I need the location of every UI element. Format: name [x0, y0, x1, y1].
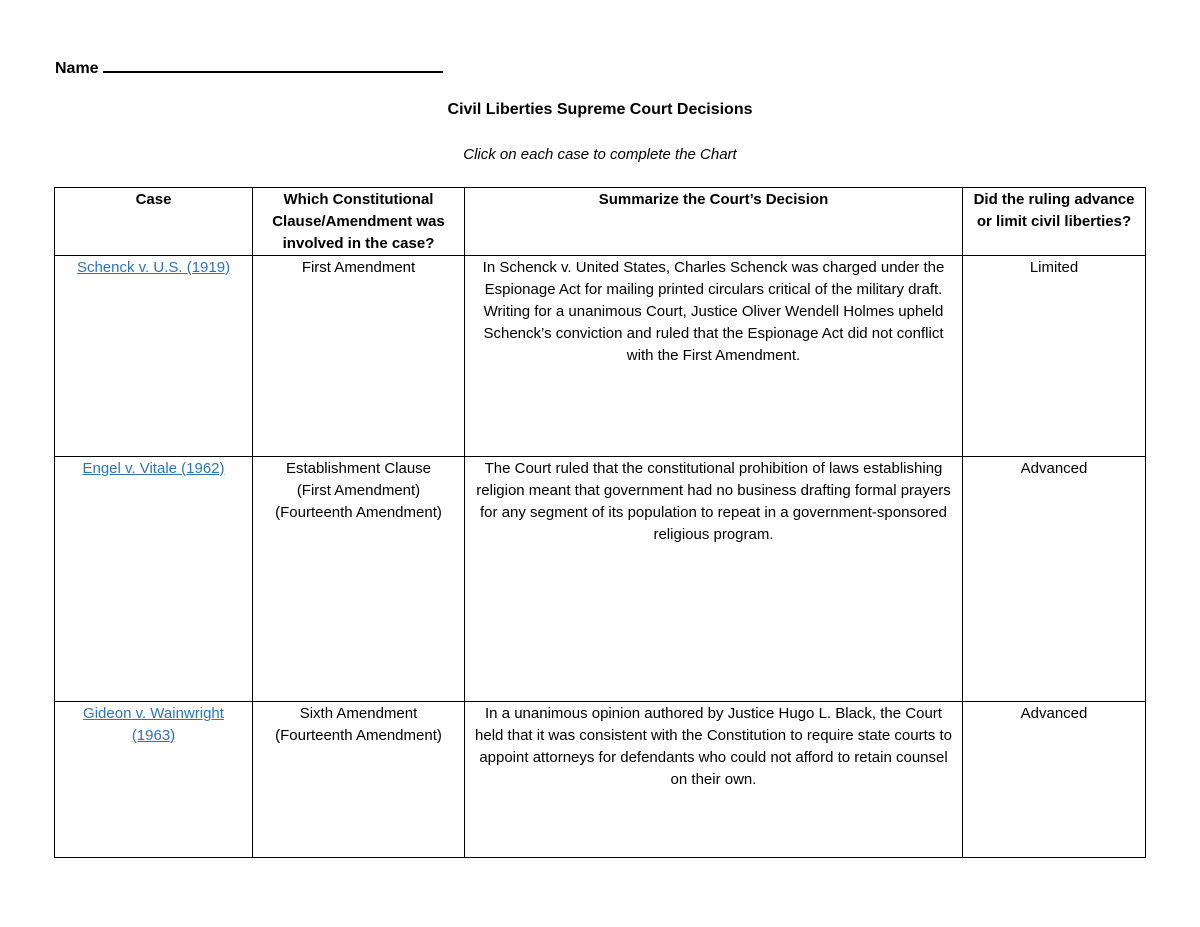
table-row	[55, 702, 1146, 858]
clause-line: (Fourteenth Amendment)	[275, 727, 442, 744]
clause-cell	[253, 457, 465, 702]
case-link-schenck[interactable]: Schenck v. U.S. (1919)	[76, 259, 231, 276]
clause-cell	[253, 702, 465, 858]
name-blank-line[interactable]	[103, 57, 443, 73]
table-row	[55, 256, 1146, 457]
case-cell	[55, 702, 253, 858]
case-cell	[55, 256, 253, 457]
clause-line: Establishment Clause	[285, 460, 432, 477]
clause-line: (Fourteenth Amendment)	[275, 504, 442, 521]
clause-line: Sixth Amendment	[299, 705, 418, 722]
header-summary: Summarize the Court’s Decision	[465, 188, 963, 256]
header-case: Case	[55, 188, 253, 256]
case-link-gideon[interactable]: Gideon v. Wainwright (1963)	[83, 705, 224, 744]
document-subtitle: Click on each case to complete the Chart	[463, 146, 737, 163]
table-header-row	[55, 188, 1146, 256]
summary-cell: In Schenck v. United States, Charles Schenck was charged under the Espionage Act for mailing printed circulars critical of the military draft. Writing for a unanimous Court, Justice Oliver Wendell Holmes upheld Schenck’s conviction and ruled that the Espionage Act did not conflict with the First Amendment.	[465, 256, 963, 457]
ruling-cell: Limited	[963, 256, 1146, 457]
clause-line: (First Amendment)	[296, 482, 421, 499]
ruling-cell: Advanced	[963, 457, 1146, 702]
document-title: Civil Liberties Supreme Court Decisions	[447, 101, 753, 118]
table-row	[55, 457, 1146, 702]
name-label: Name	[55, 60, 99, 77]
case-link-engel[interactable]: Engel v. Vitale (1962)	[82, 460, 225, 477]
summary-cell: The Court ruled that the constitutional prohibition of laws establishing religion meant that government had no business drafting formal prayers for any segment of its population to repeat in a government-sponsored religious program.	[465, 457, 963, 702]
ruling-cell: Advanced	[963, 702, 1146, 858]
name-field	[55, 57, 443, 78]
clause-cell: First Amendment	[253, 256, 465, 457]
cases-chart	[54, 187, 1146, 858]
header-ruling: Did the ruling advance or limit civil liberties?	[963, 188, 1146, 256]
summary-cell: In a unanimous opinion authored by Justice Hugo L. Black, the Court held that it was consistent with the Constitution to require state courts to appoint attorneys for defendants who could not afford to retain counsel on their own.	[465, 702, 963, 858]
header-clause: Which Constitutional Clause/Amendment was involved in the case?	[253, 188, 465, 256]
case-cell	[55, 457, 253, 702]
